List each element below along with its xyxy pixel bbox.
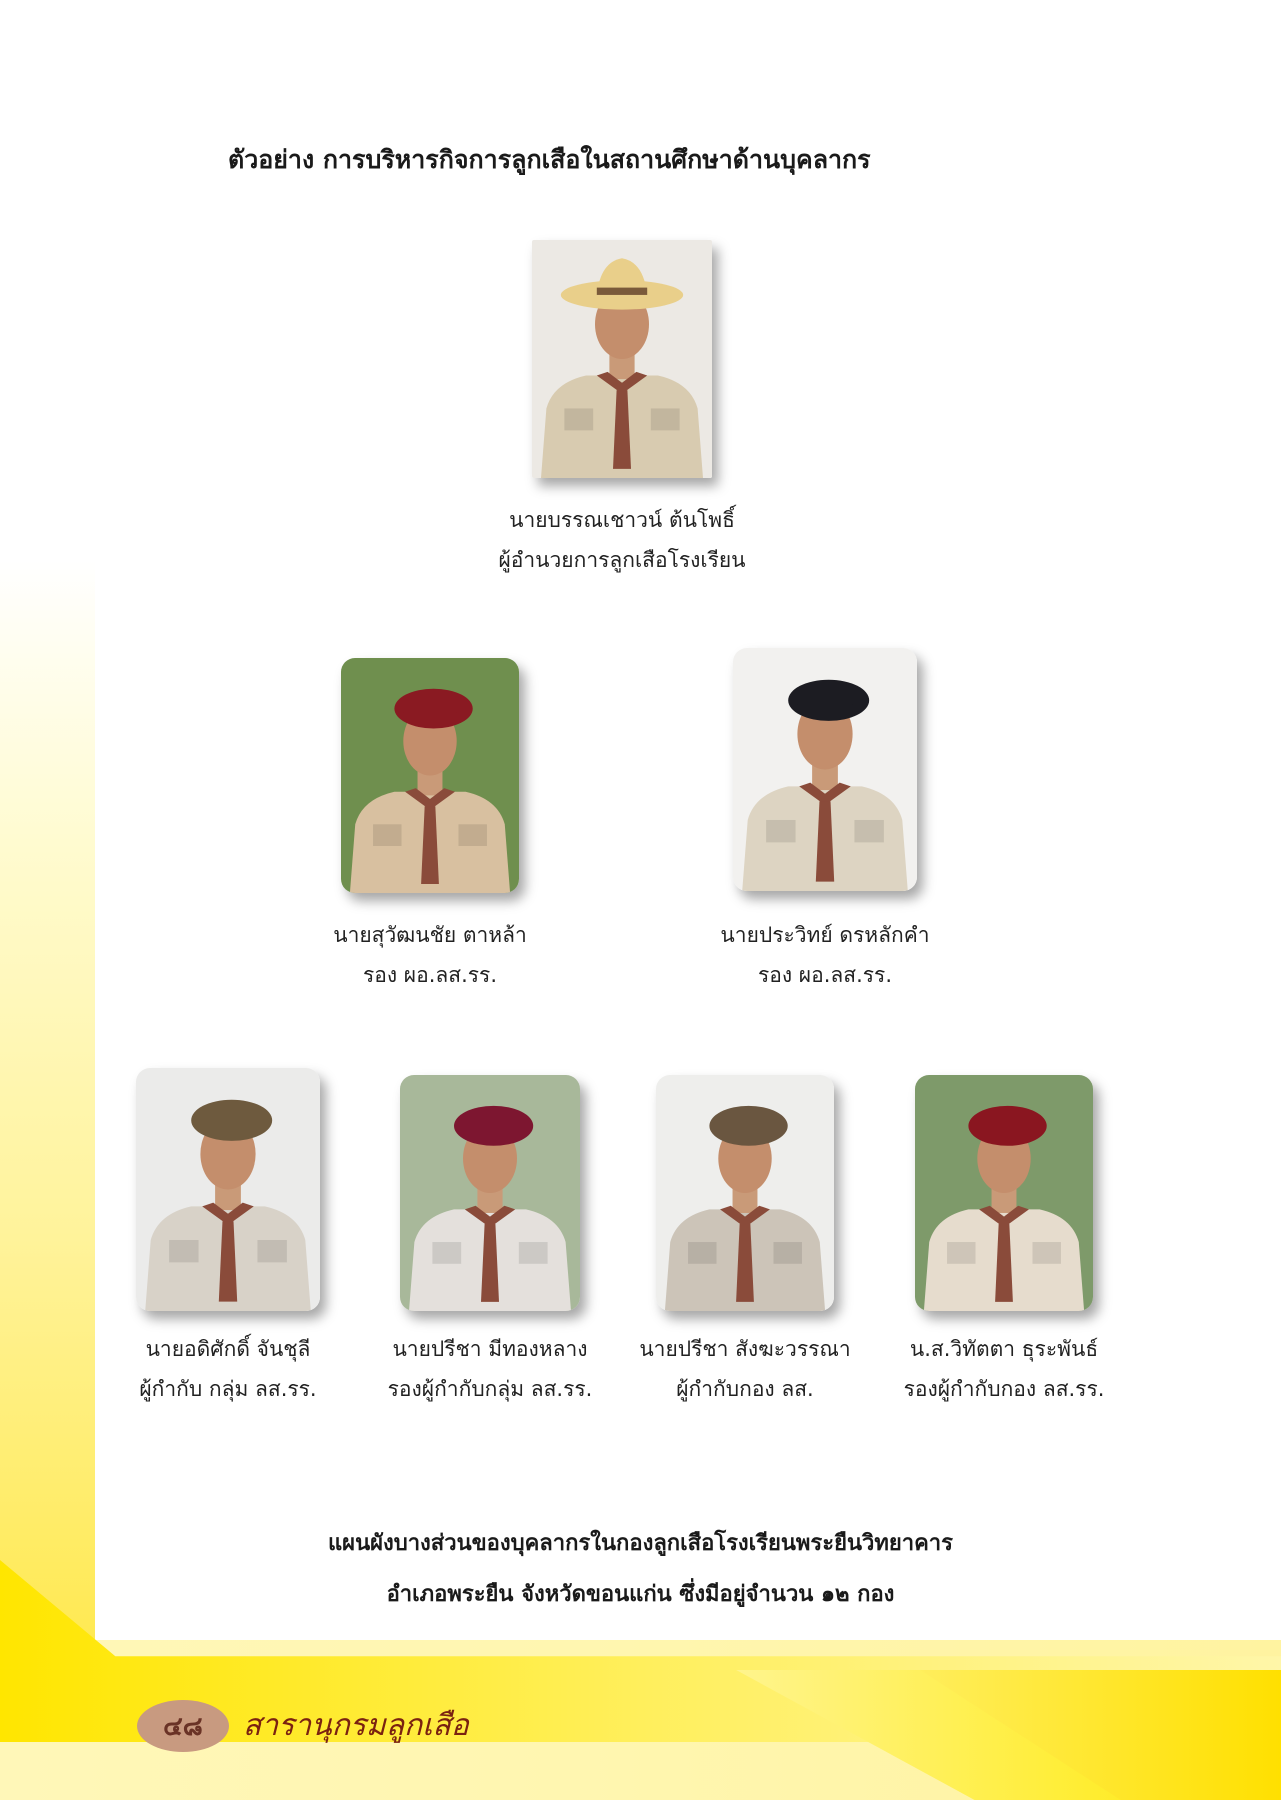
portrait-illustration xyxy=(341,658,519,893)
person-role: ผู้กำกับ กลุ่ม ลส.รร. xyxy=(139,1377,317,1401)
person-name: น.ส.วิทัตตา ธุระพันธ์ xyxy=(909,1337,1099,1361)
beret xyxy=(394,689,472,729)
chart-caption-line-1: แผนผังบางส่วนของบุคลากรในกองลูกเสือโรงเรียนพระยืนวิทยาคาร xyxy=(328,1531,953,1556)
beret xyxy=(788,680,869,721)
person-card xyxy=(387,1075,593,1409)
person-name: นายอดิศักดิ์ จันชุลี xyxy=(145,1337,311,1361)
page-heading: ตัวอย่าง การบริหารกิจการลูกเสือในสถานศึกษาด้านบุคลากร xyxy=(228,145,871,174)
person-photo xyxy=(136,1068,320,1311)
page-number: ๔๘ xyxy=(163,1711,203,1742)
person-card xyxy=(498,240,746,580)
shirt-pocket-left xyxy=(766,820,795,842)
shirt-pocket-left xyxy=(947,1242,975,1264)
person-name: นายบรรณเชาวน์ ต้นโพธิ์ xyxy=(509,508,735,532)
beret xyxy=(709,1106,787,1146)
portrait-illustration xyxy=(400,1075,580,1311)
shirt-pocket-left xyxy=(688,1242,716,1264)
shirt-pocket-left xyxy=(169,1240,198,1262)
beret-band xyxy=(463,1129,517,1136)
person-role: รองผู้กำกับกลุ่ม ลส.รร. xyxy=(387,1377,593,1401)
person-card xyxy=(904,1075,1104,1409)
person-card xyxy=(330,658,530,995)
person-photo xyxy=(733,648,917,891)
shirt-pocket-right xyxy=(773,1242,801,1264)
shirt-pocket-right xyxy=(519,1242,548,1264)
person-name: นายปรีชา สังฆะวรรณา xyxy=(639,1337,851,1361)
shirt-pocket-left xyxy=(432,1242,461,1264)
portrait-illustration xyxy=(915,1075,1093,1311)
person-role: รอง ผอ.ลส.รร. xyxy=(757,963,892,987)
person-role: ผู้อำนวยการลูกเสือโรงเรียน xyxy=(498,548,746,572)
shirt-pocket-left xyxy=(564,408,593,430)
person-card xyxy=(128,1068,328,1409)
beret xyxy=(191,1100,272,1141)
hat-band xyxy=(597,288,647,295)
decorative-yellow-gradient-left xyxy=(0,560,95,1690)
person-photo xyxy=(341,658,519,893)
chart-caption-line-2: อำเภอพระยืน จังหวัดขอนแก่น ซึ่งมีอยู่จำนวน ๑๒ กอง xyxy=(386,1582,895,1607)
person-card xyxy=(720,648,930,995)
shirt-pocket-right xyxy=(651,408,680,430)
person-photo xyxy=(532,240,712,478)
beret-band xyxy=(797,704,852,711)
beret xyxy=(968,1106,1046,1146)
person-photo xyxy=(400,1075,580,1311)
shirt-pocket-right xyxy=(854,820,883,842)
person-photo xyxy=(656,1075,834,1311)
person-photo xyxy=(915,1075,1093,1311)
person-role: ผู้กำกับกอง ลส. xyxy=(676,1377,814,1401)
shirt-pocket-right xyxy=(257,1240,286,1262)
beret xyxy=(454,1106,533,1146)
beret-band xyxy=(200,1124,255,1131)
book-title: สารานุกรมลูกเสือ xyxy=(243,1708,469,1743)
portrait-illustration xyxy=(532,240,712,478)
person-name: นายปรีชา มีทองหลาง xyxy=(392,1337,588,1361)
person-name: นายสุวัฒนชัย ตาหล้า xyxy=(333,923,527,947)
shirt-pocket-right xyxy=(1032,1242,1060,1264)
beret-band xyxy=(718,1129,771,1136)
person-role: รอง ผอ.ลส.รร. xyxy=(362,963,497,987)
page-number-badge xyxy=(137,1700,229,1752)
beret-band xyxy=(403,712,456,719)
portrait-illustration xyxy=(136,1068,320,1311)
beret-band xyxy=(977,1129,1030,1136)
shirt-pocket-left xyxy=(373,824,401,846)
portrait-illustration xyxy=(733,648,917,891)
person-card xyxy=(639,1075,851,1409)
person-role: รองผู้กำกับกอง ลส.รร. xyxy=(903,1377,1105,1401)
portrait-illustration xyxy=(656,1075,834,1311)
person-name: นายประวิทย์ ดรหลักคำ xyxy=(720,923,930,947)
shirt-pocket-right xyxy=(458,824,486,846)
